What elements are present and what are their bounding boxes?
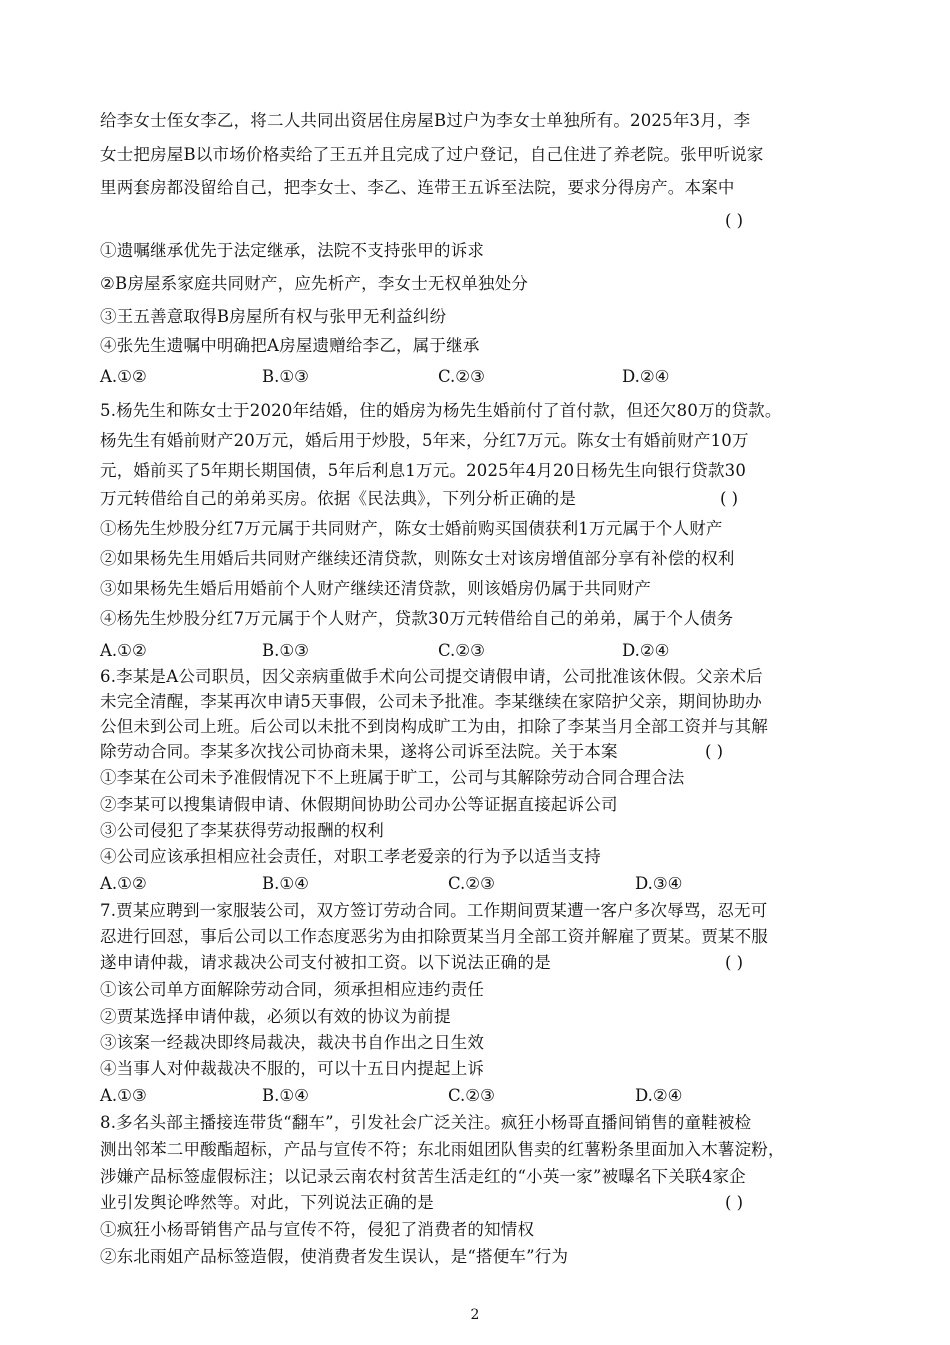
q7-option-c: C.②③ <box>448 1086 495 1105</box>
q4-answer-paren: ( ) <box>725 211 744 230</box>
q5-answer-paren: ( ) <box>720 489 739 508</box>
q4-stem-line-2: 女士把房屋B以市场价格卖给了王五并且完成了过户登记，自己住进了养老院。张甲听说家 <box>100 145 764 164</box>
q5-statement-2: ②如果杨先生用婚后共同财产继续还清贷款，则陈女士对该房增值部分享有补偿的权利 <box>100 549 735 568</box>
q7-statement-4: ④当事人对仲裁裁决不服的，可以十五日内提起上诉 <box>100 1059 485 1078</box>
q5-options <box>100 640 820 662</box>
q8-statement-2: ②东北雨姐产品标签造假，使消费者发生误认，是“搭便车”行为 <box>100 1247 569 1266</box>
q4-statement-2: ②B房屋系家庭共同财产，应先析产，李女士无权单独处分 <box>100 274 529 293</box>
q5-stem-line-1: 5.杨先生和陈女士于2020年结婚，住的婚房为杨先生婚前付了首付款，但还欠80万的贷款。 <box>100 401 782 420</box>
q5-statement-4: ④杨先生炒股分红7万元属于个人财产，贷款30万元转借给自己的弟弟，属于个人债务 <box>100 609 734 628</box>
q4-statement-4: ④张先生遗嘱中明确把A房屋遗赠给李乙，属于继承 <box>100 336 480 355</box>
q5-stem-line-3: 元，婚前买了5年期长期国债，5年后利息1万元。2025年4月20日杨先生向银行贷款30 <box>100 461 747 480</box>
q7-statement-1: ①该公司单方面解除劳动合同，须承担相应违约责任 <box>100 980 485 999</box>
q6-options <box>100 873 820 895</box>
q5-stem-line-2: 杨先生有婚前财产20万元，婚后用于炒股，5年来，分红7万元。陈女士有婚前财产10万 <box>100 431 749 450</box>
q5-statement-3: ③如果杨先生婚后用婚前个人财产继续还清贷款，则该婚房仍属于共同财产 <box>100 579 652 598</box>
q6-statement-2: ②李某可以搜集请假申请、休假期间协助公司办公等证据直接起诉公司 <box>100 795 618 814</box>
q7-option-d: D.②④ <box>635 1086 683 1105</box>
q4-option-b: B.①③ <box>262 367 309 386</box>
q6-stem-line-4: 除劳动合同。李某多次找公司协商未果，遂将公司诉至法院。关于本案 <box>100 742 618 761</box>
q6-option-d: D.③④ <box>635 874 683 893</box>
q7-statement-3: ③该案一经裁决即终局裁决，裁决书自作出之日生效 <box>100 1033 485 1052</box>
q5-option-c: C.②③ <box>438 641 485 660</box>
q5-option-b: B.①③ <box>262 641 309 660</box>
q4-option-d: D.②④ <box>622 367 670 386</box>
q6-stem-line-2: 未完全清醒，李某再次申请5天事假，公司未予批准。李某继续在家陪护父亲，期间协助办 <box>100 692 762 711</box>
q4-option-c: C.②③ <box>438 367 485 386</box>
q8-stem-line-4: 业引发舆论哗然等。对此，下列说法正确的是 <box>100 1193 434 1212</box>
q7-stem-line-3: 遂申请仲裁，请求裁决公司支付被扣工资。以下说法正确的是 <box>100 953 551 972</box>
q6-option-b: B.①④ <box>262 874 309 893</box>
q6-stem-line-3: 公但未到公司上班。后公司以未批不到岗构成旷工为由，扣除了李某当月全部工资并与其解 <box>100 717 768 736</box>
q8-statement-1: ①疯狂小杨哥销售产品与宣传不符，侵犯了消费者的知情权 <box>100 1220 535 1239</box>
q4-stem-line-3: 里两套房都没留给自己，把李女士、李乙、连带王五诉至法院，要求分得房产。本案中 <box>100 178 735 197</box>
q6-statement-4: ④公司应该承担相应社会责任，对职工孝老爱亲的行为予以适当支持 <box>100 847 601 866</box>
q5-option-a: A.①② <box>100 641 147 660</box>
q5-option-d: D.②④ <box>622 641 670 660</box>
q7-option-b: B.①④ <box>262 1086 309 1105</box>
q7-option-a: A.①③ <box>100 1086 147 1105</box>
q6-statement-1: ①李某在公司未予准假情况下不上班属于旷工，公司与其解除劳动合同合理合法 <box>100 768 685 787</box>
q8-answer-paren: ( ) <box>725 1193 744 1212</box>
q5-statement-1: ①杨先生炒股分红7万元属于共同财产，陈女士婚前购买国债获利1万元属于个人财产 <box>100 519 723 538</box>
q4-options <box>100 366 820 388</box>
q8-stem-line-3: 涉嫌产品标签虚假标注；以记录云南农村贫苦生活走红的“小英一家”被曝名下关联4家企 <box>100 1167 746 1186</box>
q6-answer-paren: ( ) <box>705 742 724 761</box>
q6-option-c: C.②③ <box>448 874 495 893</box>
q7-statement-2: ②贾某选择申请仲裁，必须以有效的协议为前提 <box>100 1007 451 1026</box>
q6-statement-3: ③公司侵犯了李某获得劳动报酬的权利 <box>100 821 384 840</box>
q7-stem-line-1: 7.贾某应聘到一家服装公司，双方签订劳动合同。工作期间贾某遭一客户多次辱骂，忍无可 <box>100 901 768 920</box>
q6-option-a: A.①② <box>100 874 147 893</box>
q7-options <box>100 1085 820 1107</box>
q5-stem-line-4: 万元转借给自己的弟弟买房。依据《民法典》，下列分析正确的是 <box>100 489 577 508</box>
q8-stem-line-2: 测出邻苯二甲酸酯超标，产品与宣传不符；东北雨姐团队售卖的红薯粉条里面加入木薯淀粉， <box>100 1140 785 1159</box>
q4-option-a: A.①② <box>100 367 147 386</box>
q4-statement-1: ①遗嘱继承优先于法定继承，法院不支持张甲的诉求 <box>100 241 485 260</box>
q4-stem-line-1: 给李女士侄女李乙，将二人共同出资居住房屋B过户为李女士单独所有。2025年3月，李 <box>100 111 751 130</box>
q7-stem-line-2: 忍进行回怼，事后公司以工作态度恶劣为由扣除贾某当月全部工资并解雇了贾某。贾某不服 <box>100 927 768 946</box>
q6-stem-line-1: 6.李某是A公司职员，因父亲病重做手术向公司提交请假申请，公司批准该休假。父亲术后 <box>100 667 763 686</box>
q4-statement-3: ③王五善意取得B房屋所有权与张甲无利益纠纷 <box>100 307 447 326</box>
page-number: 2 <box>470 1307 480 1323</box>
q8-stem-line-1: 8.多名头部主播接连带货“翻车”，引发社会广泛关注。疯狂小杨哥直播间销售的童鞋被检 <box>100 1113 752 1132</box>
q7-answer-paren: ( ) <box>725 953 744 972</box>
